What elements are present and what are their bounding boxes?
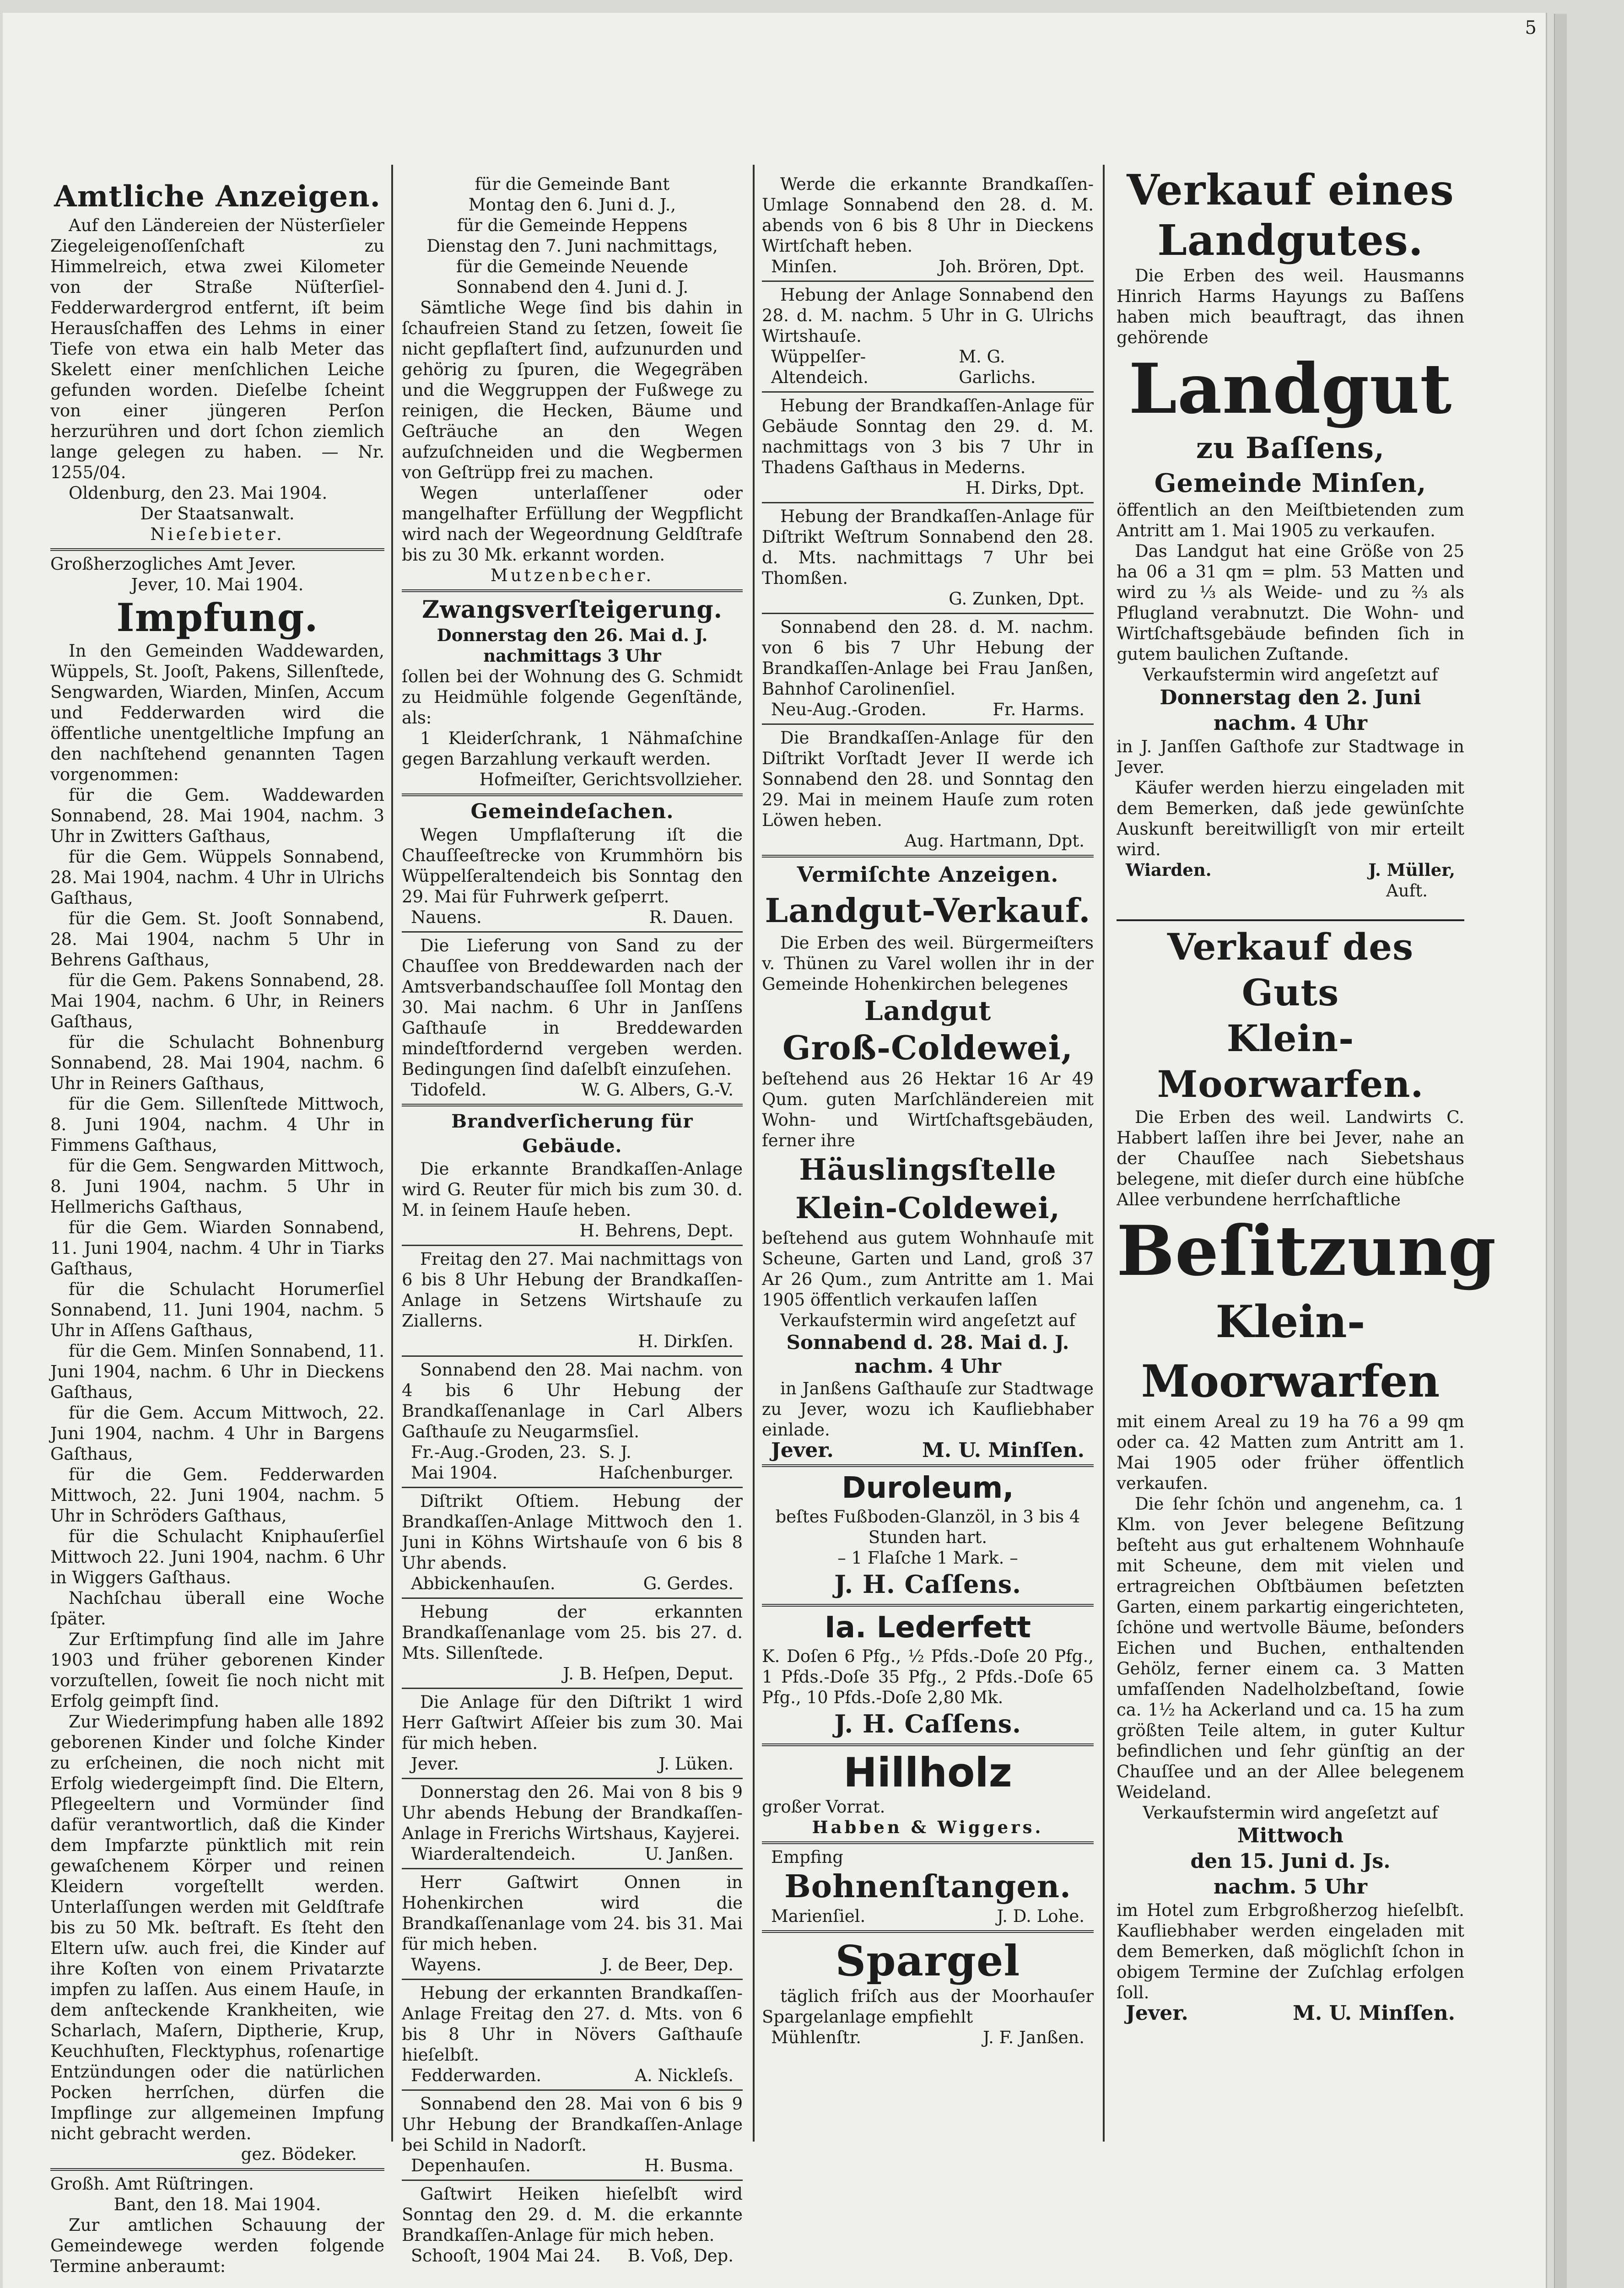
divider — [762, 1464, 1094, 1467]
divider — [402, 1245, 743, 1246]
gemeinde-signature — [402, 907, 743, 928]
entry-place: Neu-Aug.-Groden. — [771, 700, 927, 719]
divider — [402, 1979, 743, 1980]
guts-date-1: Mittwoch — [1237, 1824, 1344, 1847]
impfung-signature: gez. Bödeker. — [241, 2144, 357, 2164]
divider — [762, 391, 1094, 393]
signature-place: Nauens. — [411, 907, 482, 927]
gemeinde-minsen-heading: Gemeinde Minſen, — [1154, 468, 1427, 498]
cassens-signature: J. H. Caſſens. — [834, 1570, 1021, 1599]
zwang-text: ſollen bei der Wohnung des G. Schmidt zu Heidmühle folgende Gegenſtände, als: — [402, 667, 743, 728]
cassens-signature: J. H. Caſſens. — [834, 1709, 1021, 1738]
divider — [402, 1778, 743, 1779]
gemeinde-text: Wegen Umpflaſterung iſt die Chauſſeeſtrecke von Krummhörn bis Wüppelſeraltendeich bis Sonntag den 29. Mai für Fuhrwerk geſperrt. — [402, 825, 743, 907]
bohnen-signature — [762, 1906, 1094, 1926]
ruestringen-text: Zur amtlichen Schauung der Gemeindewege werden folgende Termine anberaumt: — [50, 2215, 384, 2276]
schau-line: Sonnabend den 4. Juni d. J. — [456, 277, 689, 297]
divider — [402, 2089, 743, 2091]
empfing-text: Empfing — [771, 1847, 843, 1867]
schau-line: für die Gemeinde Bant — [475, 174, 670, 194]
entry-signature: G. Gerdes. — [643, 1574, 734, 1593]
impfung-list-item: für die Gem. Pakens Sonnabend, 28. Mai 1904, nachm. 6 Uhr, in Reiners Gaſthaus, — [50, 971, 384, 1031]
signature-name: M. U. Minſſen. — [1293, 2002, 1455, 2025]
column-rule-2 — [753, 165, 755, 2142]
verkauf-text-2: öffentlich an den Meiſtbietenden zum Antritt am 1. Mai 1905 zu verkaufen. — [1117, 500, 1464, 540]
impfung-list-item: für die Schulacht Bohnenburg Sonnabend, 28. Mai 1904, nachm. 6 Uhr in Reiners Gaſthaus, — [50, 1032, 384, 1093]
gemeinde-heading: Gemeindeſachen. — [470, 800, 674, 823]
zwang-items: 1 Kleiderſchrank, 1 Nähmaſchine gegen Barzahlung verkauft werden. — [402, 728, 743, 769]
entry-place: Schooſt, 1904 Mai 24. — [411, 2246, 601, 2266]
schau-line: für die Gemeinde Heppens — [457, 216, 688, 235]
impfung-erstimpfung: Zur Erſtimpfung ſind alle im Jahre 1903 und früher geborenen Kinder vorzuſtellen, ſoweit ſie noch nicht mit Erfolg geimpft ſind. — [50, 1630, 384, 1711]
divider — [762, 1743, 1094, 1746]
sand-signature — [402, 1079, 743, 1100]
signature-name: J. F. Janßen. — [983, 2028, 1084, 2047]
entry-text: Werde die erkannte Brandkaſſen-Umlage Sonnabend den 28. d. M. abends von 6 bis 8 Uhr in Dieckens Wirtſchaft heben. — [762, 174, 1094, 256]
divider — [50, 548, 384, 551]
entry-signature: H. Busma. — [644, 2156, 734, 2175]
entry-place: Depenhauſen. — [411, 2156, 531, 2175]
brand-entry — [762, 174, 1094, 282]
page-number: 5 — [1525, 17, 1537, 38]
impfung-list-item: für die Gem. Accum Mittwoch, 22. Juni 1904, nachm. 4 Uhr in Bargens Gaſthaus, — [50, 1403, 384, 1464]
impfung-list-item: für die Gem. Sengwarden Mittwoch, 8. Juni 1904, nachm. 5 Uhr in Hellmerichs Gaſthaus, — [50, 1156, 384, 1217]
brand-entry — [402, 1249, 743, 1357]
klein-coldewei-text: beſtehend aus gutem Wohnhauſe mit Scheune, Garten und Land, groß 37 Ar 26 Qum., zum Antritte am 1. Mai 1905 öffentlich verkaufen laſſen — [762, 1228, 1094, 1310]
signature-name: M. U. Minſſen. — [922, 1439, 1084, 1462]
schau-line: Dienstag den 7. Juni nachmittags, — [426, 236, 718, 256]
impfung-list-item: für die Gem. Sillenſtede Mittwoch, 8. Juni 1904, nachm. 4 Uhr in Fimmens Gaſthaus, — [50, 1094, 384, 1155]
amtliche-signature: Nieſebieter. — [150, 524, 285, 544]
entry-signature: A. Nickleſs. — [635, 2066, 734, 2085]
verkauf-signature-title: Auft. — [1386, 881, 1428, 901]
brand-entry — [402, 1692, 743, 1779]
guts-text-4: im Hotel zum Erbgroßherzog hieſelbſt. Kaufliebhaber werden eingeladen mit dem Bemerken, daß möglichſt ſchon in obigem Termine der Zuſchlag erfolgen ſoll. — [1117, 1900, 1464, 2002]
ruestringen-date: Bant, den 18. Mai 1904. — [113, 2195, 321, 2214]
column-2 — [402, 174, 743, 2266]
impfung-nachschau: Nachſchau überall eine Woche ſpäter. — [50, 1588, 384, 1629]
hillholz-signature: Habben & Wiggers. — [812, 1817, 1044, 1837]
hillholz-text: großer Vorrat. — [762, 1797, 885, 1817]
duroleum-heading: Duroleum, — [842, 1471, 1014, 1505]
brand-entry — [402, 1782, 743, 1869]
entry-text: Hebung der erkannten Brandkaſſen-Anlage Freitag den 27. d. Mts. von 6 bis 8 Uhr in Növers Gaſthauſe hieſelbſt. — [402, 1983, 743, 2065]
zwang-date: Donnerstag den 26. Mai d. J. nachmittags 3 Uhr — [437, 625, 708, 666]
entry-signature: G. Zunken, Dpt. — [949, 589, 1084, 609]
column-rule-3 — [1103, 165, 1105, 2142]
guts-text-2: mit einem Areal zu 19 ha 76 a 99 qm oder ca. 42 Matten zum Antritt am 1. Mai 1905 oder früher öffentlich verkaufen. — [1117, 1412, 1464, 1493]
divider — [50, 2168, 384, 2171]
zwang-signature: Hofmeiſter, Gerichtsvollzieher. — [479, 770, 743, 789]
entry-signature: J. de Beer, Dep. — [602, 1955, 734, 1975]
verkauf-termin: Verkaufstermin wird angeſetzt auf — [1143, 665, 1438, 685]
haeuslingsstelle-heading: Häuslingsſtelle — [799, 1153, 1057, 1187]
amt-name: Großherzogliches Amt Jever. — [50, 554, 297, 574]
entry-place: Wüppelſer-Altendeich. — [771, 347, 869, 387]
column-3 — [762, 174, 1094, 2048]
entry-text: Sonnabend den 28. Mai nachm. von 4 bis 6 Uhr Hebung der Brandkaſſenanlage in Carl Albers Gaſthauſe zu Neugarmsſiel. — [402, 1360, 743, 1441]
divider — [402, 589, 743, 592]
bohnenstangen-heading: Bohnenſtangen. — [784, 1868, 1071, 1905]
amtliche-office: Der Staatsanwalt. — [140, 504, 295, 523]
guts-text: Die Erben des weil. Landwirts C. Habbert laſſen ihre bei Jever, nahe an der Chauſſee nach Siebetshaus belegene, mit dieſer durch eine hübſche Allee verbundene herrſchaftliche — [1117, 1107, 1464, 1209]
verkauf-eines-heading: Verkauf eines — [1127, 165, 1454, 215]
gross-coldewei-heading: Groß-Coldewei, — [782, 1028, 1074, 1067]
klein-moorwarfen-heading: Klein-Moorwarfen. — [1157, 1017, 1424, 1106]
entry-place: Minſen. — [771, 257, 837, 276]
entry-signature: Aug. Hartmann, Dpt. — [905, 831, 1084, 851]
divider — [762, 281, 1094, 282]
entry-text: Hebung der Brandkaſſen-Anlage für Diſtrikt Weſtrum Sonnabend den 28. d. Mts. nachmittags 7 Uhr bei Thomßen. — [762, 507, 1094, 588]
signature-place: Jever. — [1126, 2002, 1188, 2025]
termin-intro: Verkaufstermin wird angeſetzt auf — [780, 1311, 1076, 1330]
divider — [402, 1597, 743, 1599]
column-1 — [50, 178, 384, 2277]
amtliche-text: Auf den Ländereien der Nüsterſieler Ziegeleigenoſſenſchaft zu Himmelreich, etwa zwei Kilometer von der Straße Nüſterſiel-Fedderwardergrod entfernt, iſt beim Herausſchaffen des Lehms in einer Tiefe von etwa ein halb Meter das Skelett einer menſchlichen Leiche gefunden worden. Dieſelbe ſcheint von einer jüngeren Perſon herzurühren und dort ſchon ziemlich lange gelegen zu haben. — Nr. 1255/04. — [50, 216, 384, 482]
guts-date-2: den 15. Juni d. Js. — [1190, 1850, 1391, 1873]
impfung-list-item: für die Gem. St. Jooſt Sonnabend, 28. Mai 1904, nachm 5 Uhr in Behrens Gaſthaus, — [50, 909, 384, 970]
sand-text: Die Lieferung von Sand zu der Chauſſee von Breddewarden nach der Amtsverbandschauſſee ſoll Montag den 30. Mai nachm. 6 Uhr in Janſſens Gaſthauſe in Breddewarden mindeſtfordernd vergeben werden. Bedingungen ſind daſelbſt einzuſehen. — [402, 936, 743, 1079]
brand-entry — [402, 1360, 743, 1488]
brand-heading: Brandverſicherung für Gebäude. — [451, 1111, 693, 1157]
ruestringen-name: Großh. Amt Rüſtringen. — [50, 2174, 254, 2194]
signature-place: Tidofeld. — [411, 1080, 487, 1100]
brand-entry — [762, 285, 1094, 393]
signature-name: J. D. Lohe. — [997, 1906, 1084, 1926]
entry-signature: U. Janßen. — [644, 1844, 734, 1864]
impfung-list-item: für die Gem. Wüppels Sonnabend, 28. Mai 1904, nachm. 4 Uhr in Ulrichs Gaſthaus, — [50, 847, 384, 908]
verkauf-date-1: Donnerstag den 2. Juni — [1160, 686, 1421, 709]
impfung-wiederimpfung: Zur Wiederimpfung haben alle 1892 geborenen Kinder und ſolche Kinder zu erſcheinen, die noch nicht mit Erfolg wiedergeimpft ſind. Die Eltern, Pflegeeltern und Vormünder ſind dafür verantwortlich, daß die Kinder dem Impfarzte pünktlich mit rein gewaſchenem Körper und reinen Kleidern vorgeſtellt werden. Unterlaſſungen werden mit Geldſtrafe bis zu 50 Mk. beſtraft. Es ſteht den Eltern uſw. auch frei, die Kinder auf ihre Koſten von einem Privatarzte impfen zu laſſen. Aus einem Hauſe, in dem anſteckende Krankheiten, wie Scharlach, Maſern, Diptherie, Krup, Keuchhuſten, Flecktyphus, roſenartige Entzündungen oder die natürlichen Pocken herrſchen, dürfen die Impflinge zur allgemeinen Impfung nicht gebracht werden. — [50, 1712, 384, 2143]
spargel-heading: Spargel — [835, 1936, 1020, 1986]
entry-place: Fedderwarden. — [411, 2066, 542, 2085]
divider — [762, 1604, 1094, 1607]
entry-place: Fr.-Aug.-Groden, 23. Mai 1904. — [411, 1442, 587, 1483]
divider — [402, 793, 743, 796]
verkauf-text-4: in J. Janſſen Gaſthofe zur Stadtwage in Jever. — [1117, 737, 1464, 777]
entry-text: Die Anlage für den Diſtrikt 1 wird Herr Gaſtwirt Aſſeier bis zum 30. Mai für mich heben. — [402, 1692, 743, 1753]
spargel-signature — [762, 2027, 1094, 2048]
duroleum-text: beſtes Fußboden-Glanzöl, in 3 bis 4 Stunden hart. — [775, 1507, 1080, 1547]
impfung-list-item: für die Gem. Wiarden Sonnabend, 11. Juni 1904, nachm. 4 Uhr in Tiarks Gaſthaus, — [50, 1218, 384, 1279]
brand-entry — [762, 506, 1094, 614]
signature-name: J. Müller, — [1368, 860, 1455, 880]
entry-text: Sonnabend den 28. Mai von 6 bis 9 Uhr Hebung der Brandkaſſen-Anlage bei Schild in Nadorſt. — [402, 2094, 743, 2155]
entry-signature: Fr. Harms. — [993, 700, 1084, 719]
brand-entry — [402, 2184, 743, 2266]
entry-signature: B. Voß, Dep. — [627, 2246, 734, 2266]
guts-signature — [1117, 2003, 1464, 2024]
landgut-word: Landgut — [864, 995, 992, 1026]
entry-signature: Joh. Brören, Dpt. — [939, 257, 1084, 276]
entry-text: Donnerstag den 26. Mai von 8 bis 9 Uhr abends Hebung der Brandkaſſen-Anlage in Frerichs Wirtshaus, Kayjerei. — [402, 1782, 743, 1843]
divider — [762, 502, 1094, 503]
brand-entry — [402, 1491, 743, 1599]
signature-place: Mühlenſtr. — [771, 2028, 862, 2047]
amtliche-date: Oldenburg, den 23. Mai 1904. — [69, 483, 328, 503]
amtliche-heading: Amtliche Anzeigen. — [54, 179, 381, 214]
impfung-list — [50, 785, 384, 1588]
divider — [762, 613, 1094, 614]
brand-entries — [402, 1159, 743, 2266]
signature-place: Wiarden. — [1126, 860, 1212, 880]
divider — [402, 931, 743, 933]
divider — [762, 723, 1094, 725]
verkauf-text: Die Erben des weil. Hausmanns Hinrich Harms Hayungs zu Baſſens haben mich beauftragt, das ihnen gehörende — [1117, 266, 1464, 347]
entry-text: Herr Gaſtwirt Onnen in Hohenkirchen wird die Brandkaſſenanlage vom 24. bis 31. Mai für mich heben. — [402, 1872, 743, 1954]
landgutes-heading: Landgutes. — [1157, 216, 1424, 265]
entry-place: Jever. — [411, 1754, 459, 1774]
vermischte-heading: Vermiſchte Anzeigen. — [797, 862, 1059, 887]
entry-text: Hebung der Anlage Sonnabend den 28. d. M. nachm. 5 Uhr in G. Ulrichs Wirtshauſe. — [762, 285, 1094, 346]
divider — [402, 2180, 743, 2181]
besitzung-heading: Beſitzung — [1117, 1211, 1497, 1291]
entry-place: Wayens. — [411, 1955, 482, 1975]
landgut-big-heading: Landgut — [1128, 349, 1452, 429]
klein-coldewei-heading: Klein-Coldewei, — [795, 1191, 1060, 1225]
entry-text: Hebung der erkannten Brandkaſſenanlage vom 25. bis 27. d. Mts. Sillenſtede. — [402, 1602, 743, 1663]
hillholz-heading: Hillholz — [843, 1749, 1012, 1796]
schau-signature: Mutzenbecher. — [490, 566, 654, 585]
entry-text: Hebung der Brandkaſſen-Anlage für Gebäude Sonntag den 29. d. M. nachmittags von 3 bis 7 Uhr in Thadens Gaſthaus in Mederns. — [762, 396, 1094, 477]
divider — [762, 1930, 1094, 1933]
entry-place: Abbickenhauſen. — [411, 1574, 556, 1593]
verkauf-text-5: Käufer werden hierzu eingeladen mit dem Bemerken, daß jede gewünſchte Auskunft bereitwilligſt von mir erteilt wird. — [1117, 778, 1464, 859]
entry-text: Freitag den 27. Mai nachmittags von 6 bis 8 Uhr Hebung der Brandkaſſen-Anlage in Setzens Wirtshauſe zu Ziallerns. — [402, 1249, 743, 1331]
entry-signature: H. Dirks, Dpt. — [966, 478, 1084, 498]
brand-entry — [402, 1983, 743, 2091]
entry-signature: M. G. Garlichs. — [959, 347, 1036, 387]
termin-date: Sonnabend d. 28. Mai d. J. nachm. 4 Uhr — [786, 1331, 1069, 1377]
spargel-text: täglich friſch aus der Moorhauſer Spargelanlage empfiehlt — [762, 1986, 1094, 2027]
verkauf-text-3: Das Landgut hat eine Größe von 25 ha 06 a 31 qm = plm. 53 Matten und wird zu ⅓ als Weide- und zu ⅔ als Pflugland verabnutzt. Die Wohn- und Wirtſchaftsgebäude befinden ſich in gutem baulichen Zuſtande. — [1117, 541, 1464, 664]
gross-coldewei-text: beſtehend aus 26 Hektar 16 Ar 49 Qum. guten Marſchländereien mit Wohn- und Wirtſchaftsgebäuden, ferner ihre — [762, 1069, 1094, 1150]
lederfett-text: K. Doſen 6 Pfg., ½ Pfds.-Doſe 20 Pfg., 1 Pfds.-Doſe 35 Pfg., 2 Pfds.-Doſe 65 Pfg., 10 Pfds.-Doſe 2,80 Mk. — [762, 1646, 1094, 1707]
column-4 — [1117, 165, 1497, 2025]
divider — [402, 1487, 743, 1488]
guts-date-3: nachm. 5 Uhr — [1214, 1875, 1367, 1899]
entry-place: Wiarderaltendeich. — [411, 1844, 576, 1864]
guts-text-3: Die ſehr ſchön und angenehm, ca. 1 Klm. von Jever belegene Beſitzung beſteht aus gut erhaltenem Wohnhauſe mit Scheune, dem mit vielen und ertragreichen Obſtbäumen beſetzten Garten, einem parkartig eingerichteten, ſchöne und wertvolle Bäume, beſonders Eichen und Buchen, enthaltenden Gehölz, ferner einem ca. 3 Matten umfaſſenden Nadelholzbeſtand, ſowie ca. 1½ ha Ackerland und ca. 15 ha zum größten Teile altem, in guter Kultur befindlichen und ſehr günſtig an der Chauſſee und an der Allee belegenem Weideland. — [1117, 1494, 1464, 1802]
brand-entry — [402, 1602, 743, 1689]
divider — [402, 1868, 743, 1869]
brand-entry — [762, 617, 1094, 725]
brand-entry — [762, 728, 1094, 858]
brand-entry — [402, 1872, 743, 1980]
page-edge — [1554, 14, 1567, 2288]
schau-body-2: Wegen unterlaſſener oder mangelhafter Erfüllung der Wegpflicht wird nach der Wegeordnung Geldſtrafe bis zu 30 Mk. erkannt worden. — [402, 483, 743, 565]
divider — [762, 1841, 1094, 1844]
impfung-list-item: für die Gem. Waddewarden Sonnabend, 28. Mai 1904, nachm. 3 Uhr in Zwitters Gaſthaus, — [50, 785, 384, 846]
entry-signature: S. J. Haſchenburger. — [599, 1442, 734, 1483]
entry-text: Diſtrikt Oſtiem. Hebung der Brandkaſſen-Anlage Mittwoch den 1. Juni in Köhns Wirtshauſe von 6 bis 8 Uhr abends. — [402, 1491, 743, 1573]
lederfett-heading: Ia. Lederfett — [825, 1611, 1031, 1645]
signature-place: Jever. — [771, 1439, 834, 1462]
landgut-verkauf-heading: Landgut-Verkauf. — [765, 891, 1091, 930]
brand-entry — [402, 1159, 743, 1246]
divider — [402, 1688, 743, 1689]
klein-moorwarfen-big-heading: Klein-Moorwarfen — [1141, 1296, 1440, 1407]
signature-name: W. G. Albers, G.-V. — [581, 1080, 734, 1100]
impfung-list-item: für die Gem. Fedderwarden Mittwoch, 22. Juni 1904, nachm. 5 Uhr in Schröders Gaſthaus, — [50, 1465, 384, 1526]
termin-signature — [762, 1440, 1094, 1461]
divider — [1117, 919, 1464, 921]
brand-entry — [402, 2094, 743, 2181]
entry-text: Sonnabend den 28. d. M. nachm. von 6 bis 7 Uhr Hebung der Brandkaſſen-Anlage bei Frau Janßen, Bahnhof Carolinenſiel. — [762, 617, 1094, 699]
verkauf-guts-heading: Verkauf des Guts — [1167, 925, 1414, 1014]
entry-text: Die Brandkaſſen-Anlage für den Diſtrikt Vorſtadt Jever II werde ich Sonnabend den 28. und Sonntag den 29. Mai in meinem Hauſe zum roten Löwen heben. — [762, 728, 1094, 830]
column-rule-1 — [391, 165, 393, 2142]
landgut-verkauf-text: Die Erben des weil. Bürgermeiſters v. Thünen zu Varel wollen ihr in der Gemeinde Hohenkirchen belegenes — [762, 933, 1094, 994]
entry-signature: J. B. Heſpen, Deput. — [563, 1664, 734, 1684]
divider — [762, 855, 1094, 858]
zu-bassens-heading: zu Baſſens, — [1196, 431, 1385, 465]
divider — [402, 1104, 743, 1106]
entry-text: Gaſtwirt Heiken hieſelbſt wird Sonntag den 29. d. M. die erkannte Brandkaſſen-Anlage für mich heben. — [402, 2184, 743, 2245]
verkauf-date-2: nachm. 4 Uhr — [1214, 712, 1367, 735]
brand-entry — [762, 395, 1094, 503]
amt-date: Jever, 10. Mai 1904. — [131, 575, 304, 594]
entry-signature: H. Dirkſen. — [638, 1332, 734, 1351]
divider — [402, 1355, 743, 1357]
termin-text: in Janßens Gaſthauſe zur Stadtwage zu Jever, wozu ich Kaufliebhaber einlade. — [762, 1379, 1094, 1440]
schau-line: Montag den 6. Juni d. J., — [468, 195, 676, 215]
duroleum-price: – 1 Flaſche 1 Mark. – — [837, 1548, 1018, 1568]
verkauf-signature — [1117, 860, 1464, 880]
signature-name: R. Dauen. — [649, 907, 734, 927]
signature-place: Marienſiel. — [771, 1906, 866, 1926]
impfung-list-item: für die Schulacht Kniphauſerſiel Mittwoch 22. Juni 1904, nachm. 6 Uhr in Wiggers Gaſthaus. — [50, 1527, 384, 1587]
entry-text: Die erkannte Brandkaſſen-Anlage wird G. Reuter für mich bis zum 30. d. M. in ſeinem Hauſe heben. — [402, 1159, 743, 1220]
impfung-intro: In den Gemeinden Waddewarden, Wüppels, St. Jooſt, Pakens, Sillenſtede, Sengwarden, Wiarden, Minſen, Accum und Fedderwarden wird die öffentliche unentgeltliche Impfung an den nachſtehend genannten Tagen vorgenommen: — [50, 641, 384, 784]
zwang-heading: Zwangsverſteigerung. — [422, 596, 723, 624]
entry-signature: J. Lüken. — [658, 1754, 734, 1774]
schau-line: für die Gemeinde Neuende — [456, 257, 688, 276]
entry-signature: H. Behrens, Dept. — [579, 1221, 734, 1241]
impfung-heading: Impfung. — [116, 595, 318, 640]
guts-termin: Verkaufstermin wird angeſetzt auf — [1143, 1803, 1438, 1823]
impfung-list-item: für die Schulacht Horumerſiel Sonnabend, 11. Juni 1904, nachm. 5 Uhr in Aſſens Gaſthaus, — [50, 1279, 384, 1340]
impfung-list-item: für die Gem. Minſen Sonnabend, 11. Juni 1904, nachm. 6 Uhr in Dieckens Gaſthaus, — [50, 1341, 384, 1402]
schau-body: Sämtliche Wege ſind bis dahin in ſchaufreien Stand zu ſetzen, ſoweit ſie nicht gepflaſtert ſind, aufzunurden und gehörig zu ſpuren, die Wegegräben und die Weggruppen der Fußwege zu reinigen, die Hecken, Bäume und Geſträuche an den Wegen aufzuſchneiden und die Wegbermen von Geſtrüpp frei zu machen. — [402, 298, 743, 482]
